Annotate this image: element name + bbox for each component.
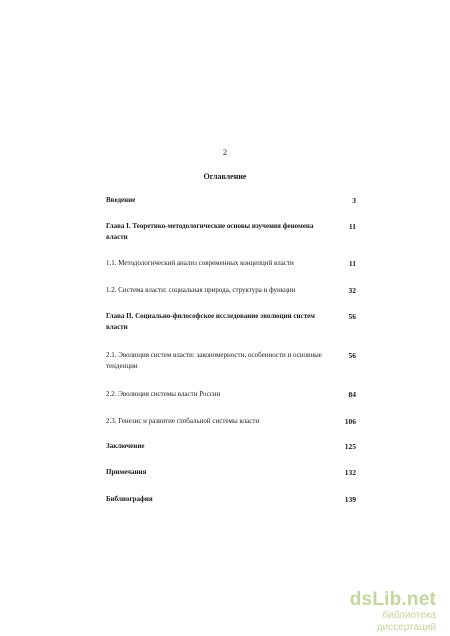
watermark-logo: dsLib.net (349, 589, 436, 610)
toc-entry-label: Библиография (106, 495, 153, 503)
toc-entry-page: 139 (344, 495, 356, 504)
toc-entry-bibliography (106, 494, 356, 505)
toc-entry-label: Глава I. Теоретико-методологические основы изучения феномена власти (106, 222, 314, 241)
toc-entry-label: Введение (106, 196, 136, 204)
toc-entry-label: 2.3. Генезис и развитие глобальной системы власти (106, 417, 260, 425)
toc-entry-page: 11 (348, 222, 356, 231)
toc-entry-section-2-2 (106, 389, 356, 400)
toc-entry-section-2-1 (106, 350, 356, 372)
toc-entry-page: 84 (348, 390, 356, 399)
toc-entry-page: 56 (348, 351, 356, 360)
toc-entry-page: 3 (352, 196, 356, 205)
toc-entry-page: 125 (344, 442, 356, 451)
toc-entry-section-1-1 (106, 258, 356, 269)
toc-entry-introduction (106, 195, 356, 206)
toc-entry-label: 2.1. Эволюция систем власти: закономерности, особенности и основные тенденции (106, 351, 322, 370)
toc-entry-chapter-2 (106, 311, 356, 333)
toc-entry-label: Заключение (106, 442, 145, 450)
toc-entry-page: 132 (344, 468, 356, 477)
toc-entry-label: Глава II. Социально-философское исследование эволюции систем власти (106, 312, 316, 331)
toc-entry-label: 2.2. Эволюция системы власти России (106, 390, 221, 398)
toc-entry-notes (106, 467, 356, 478)
toc-entry-label: Примечания (106, 468, 147, 476)
toc-entry-section-2-3 (106, 416, 356, 427)
toc-entry-page: 56 (348, 312, 356, 321)
toc-entry-page: 32 (348, 286, 356, 295)
toc-entry-page: 106 (344, 417, 356, 426)
watermark-subtitle: библиотека диссертаций (376, 610, 436, 633)
toc-title: Оглавление (203, 172, 247, 181)
toc-entry-section-1-2 (106, 285, 356, 296)
watermark (324, 590, 436, 634)
toc-entry-conclusion (106, 441, 356, 452)
toc-entry-label: 1.1. Методологический анализ современных концепций власти (106, 259, 294, 267)
toc-entry-page: 11 (348, 259, 356, 268)
toc-entry-label: 1.2. Система власти: социальная природа, структура и функции (106, 286, 296, 294)
toc-entry-chapter-1 (106, 221, 356, 243)
page-number: 2 (222, 147, 228, 157)
